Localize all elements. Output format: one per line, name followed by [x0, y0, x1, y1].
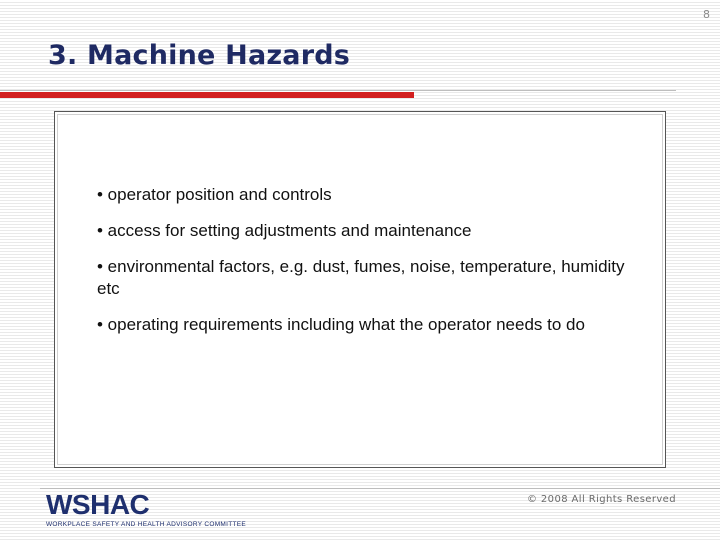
wshac-logo: [44, 489, 247, 533]
logo-wordmark: WSHAC: [46, 489, 150, 520]
copyright-notice: © 2008 All Rights Reserved: [526, 494, 676, 505]
bullet-item: • access for setting adjustments and maintenance: [97, 221, 472, 240]
title-accent-bar: [0, 92, 414, 98]
bullet-item: • environmental factors, e.g. dust, fumes, noise, temperature, humidity etc: [97, 257, 625, 298]
page-number: 8: [703, 8, 710, 21]
bullet-item: • operating requirements including what the operator needs to do: [97, 315, 585, 334]
content-box: [54, 111, 666, 468]
title-divider: [0, 90, 676, 91]
slide-title: 3. Machine Hazards: [48, 40, 351, 71]
logo-tagline: WORKPLACE SAFETY AND HEALTH ADVISORY COMMITTEE: [46, 521, 247, 528]
bullet-list: [97, 184, 645, 350]
bullet-item: • operator position and controls: [97, 185, 332, 204]
